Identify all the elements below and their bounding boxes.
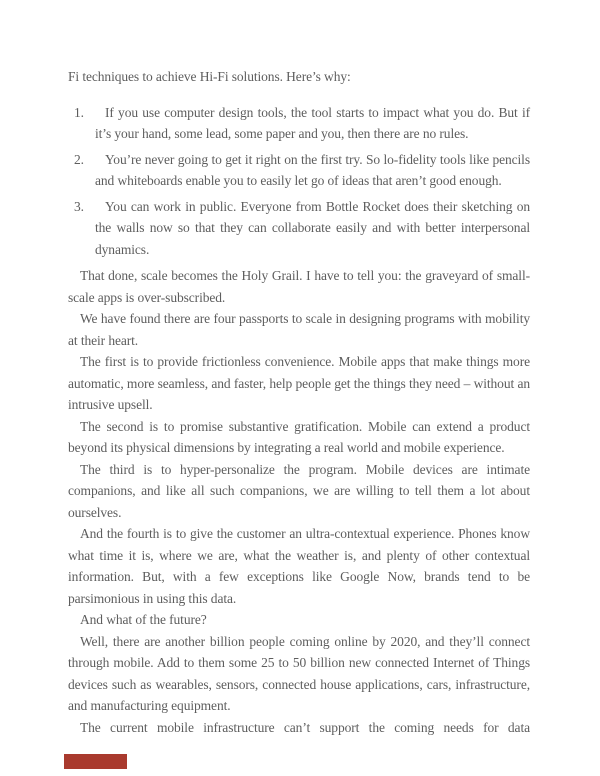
numbered-list: [68, 102, 530, 261]
body-paragraph: The third is to hyper-personalize the program. Mobile devices are intimate companions, and like all such companions, we are willing to tell them a lot about ourselves.: [68, 461, 530, 520]
intro-paragraph: Fi techniques to achieve Hi-Fi solutions. Here’s why:: [68, 69, 351, 84]
list-item: [74, 102, 530, 145]
reading-progress-bar: [64, 754, 127, 769]
list-item-text: You’re never going to get it right on the first try. So lo-fidelity tools like pencils and whiteboards enable you to easily let go of ideas that aren’t good enough.: [95, 151, 530, 188]
list-item: [74, 196, 530, 261]
list-item-text: You can work in public. Everyone from Bottle Rocket does their sketching on the walls now so that they can collaborate easily and with better interpersonal dynamics.: [95, 198, 530, 257]
body-paragraph: The second is to promise substantive gratification. Mobile can extend a product beyond its physical dimensions by integrating a real world and mobile experience.: [68, 418, 530, 455]
list-item-number: 1.: [74, 104, 84, 120]
body-paragraph: Well, there are another billion people coming online by 2020, and they’ll connect through mobile. Add to them some 25 to 50 billion new connected Internet of Things devices such as wearables, sensors, connected house applications, cars, infrastructure, and manufacturing equipment.: [68, 633, 530, 713]
body-paragraph: And the fourth is to give the customer an ultra-contextual experience. Phones know what time it is, where we are, what the weather is, and plenty of other contextual information. But, with a few exceptions like Google Now, brands tend to be parsimonious in using this data.: [68, 526, 530, 606]
body-paragraph: And what of the future?: [80, 612, 207, 627]
page-text-block: [68, 66, 530, 738]
body-paragraph: The current mobile infrastructure can’t support the coming needs for data: [80, 719, 530, 735]
list-item-text: If you use computer design tools, the tool starts to impact what you do. But if it’s your hand, some lead, some paper and you, then there are no rules.: [95, 104, 530, 141]
list-item: [74, 149, 530, 192]
list-item-number: 3.: [74, 198, 84, 214]
body-paragraph: That done, scale becomes the Holy Grail. I have to tell you: the graveyard of small-scale apps is over-subscribed.: [68, 268, 530, 305]
body-paragraph: We have found there are four passports to scale in designing programs with mobility at their heart.: [68, 311, 530, 348]
body-paragraph: The first is to provide frictionless convenience. Mobile apps that make things more automatic, more seamless, and faster, help people get the things they need – without an intrusive upsell.: [68, 354, 530, 412]
list-item-number: 2.: [74, 151, 84, 167]
